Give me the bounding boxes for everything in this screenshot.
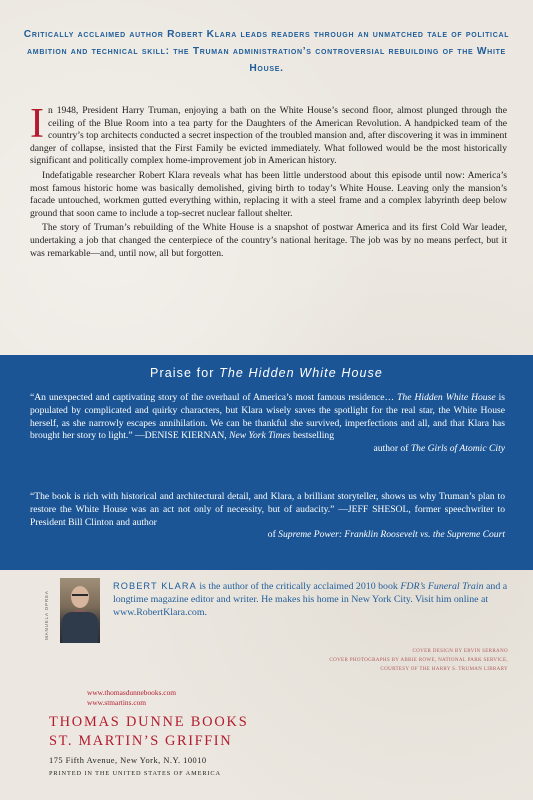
quote-1-author-of: author of xyxy=(373,443,409,455)
publisher-urls xyxy=(87,688,176,707)
bio-start: is the author of the critically acclaimed 2010 book xyxy=(196,581,398,592)
quote-2-attr-of: of xyxy=(267,529,276,541)
quote-1-attr-book: The Girls of Atomic City xyxy=(410,443,505,455)
drop-cap: I xyxy=(30,101,44,147)
author-photo xyxy=(60,578,100,643)
praise-quote-2 xyxy=(30,491,505,542)
photo-credit: MANUELA OPREA xyxy=(44,590,49,640)
author-name: ROBERT KLARA xyxy=(113,581,197,591)
author-bio xyxy=(113,580,509,619)
praise-heading xyxy=(0,366,533,380)
credit-photos-1: COVER PHOTOGRAPHS BY ABBIE ROWE, NATIONAL PARK SERVICE, xyxy=(329,657,508,663)
quote-2-attribution xyxy=(30,529,505,542)
quote-1-attr-mid: bestselling xyxy=(290,430,335,442)
credit-design: COVER DESIGN BY ERVIN SERRANO xyxy=(412,648,508,654)
url-thomas-dunne[interactable]: www.thomasdunnebooks.com xyxy=(87,688,177,697)
publisher-name-1: THOMAS DUNNE BOOKS xyxy=(49,714,249,730)
praise-heading-title: The Hidden White House xyxy=(219,366,383,380)
quote-2-text: “The book is rich with historical and architectural detail, and Klara, a brilliant storyteller, shows us why Truman’s plan to restore the White House was an act not only of necessity, but of audacity.” xyxy=(30,491,505,515)
book-description xyxy=(30,101,507,260)
quote-1-open: “An unexpected and captivating story of the overhaul of America’s most famous residence… xyxy=(30,392,395,403)
publisher-name-2: ST. MARTIN’S GRIFFIN xyxy=(49,733,233,749)
tagline: Critically acclaimed author Robert Klara leads readers through an unmatched tale of political ambition and technical skill: the Truman administration’s controversial rebuilding of the White House. xyxy=(23,29,510,74)
printed-in: PRINTED IN THE UNITED STATES OF AMERICA xyxy=(49,770,221,777)
quote-1-attr-paper: New York Times xyxy=(229,430,291,442)
quote-2-attr: —JEFF SHESOL, former speechwriter to President Bill Clinton and author xyxy=(30,503,505,528)
quote-1-attr-name: —DENISE KIERNAN, xyxy=(132,430,227,442)
quote-1-attribution xyxy=(30,443,505,456)
cover-credits xyxy=(208,647,508,674)
praise-heading-prefix: Praise for xyxy=(150,366,215,380)
description-paragraph-2: Indefatigable researcher Robert Klara reveals what has been little understood about this episode until now: America’s most famous historic home was basically demolished, giving birth to today’s White House. Leaving only the mansion’s facade untouched, workmen gutted everything within, replacing it with a steel frame and a complex labyrinth deep below ground that soon came to include a top-secret nuclear fallout shelter. xyxy=(30,169,507,219)
bio-book: FDR’s Funeral Train xyxy=(400,581,484,592)
quote-1-rest: is populated by complicated and quirky characters, but Klara wisely saves the spotlight for the real star, the White House herself, as she narrowly escapes annihilation. We can be thankful she survived, imperfections and all, and that Klara has brought her story to light.” xyxy=(30,392,505,442)
quote-1-book: The Hidden White House xyxy=(397,392,496,403)
description-p1-text: n 1948, President Harry Truman, enjoying a bath on the White House’s second floor, almost plunged through the ceiling of the Blue Room into a tea party for the Daughters of the American Revolution. A handpicked team of the country’s top architects conducted a secret inspection of the troubled mansion and, after discovering it was in imminent danger of collapse, insisted that the First Family be evicted immediately. What followed would be the most historically significant and politically complex home-improvement job in American history. xyxy=(30,105,507,167)
credit-photos-2: COURTESY OF THE HARRY S. TRUMAN LIBRARY xyxy=(380,666,508,672)
url-st-martins[interactable]: www.stmartins.com xyxy=(87,697,147,707)
publisher-address: 175 Fifth Avenue, New York, N.Y. 10010 xyxy=(49,756,207,765)
description-paragraph-3: The story of Truman’s rebuilding of the White House is a snapshot of postwar America and its first Cold War leader, undertaking a job that changed the centerpiece of the country’s national heritage. The job was by no means perfect, but it was remarkable—and, until now, all but forgotten. xyxy=(30,222,507,259)
praise-quote-1 xyxy=(30,392,505,456)
bio-end: and a longtime magazine editor and writer. He makes his home in New York City. Visit him online at www.RobertKlara.com. xyxy=(113,581,508,618)
quote-2-attr-book: Supreme Power: Franklin Roosevelt vs. the Supreme Court xyxy=(278,529,505,541)
description-paragraph-1 xyxy=(30,101,507,168)
